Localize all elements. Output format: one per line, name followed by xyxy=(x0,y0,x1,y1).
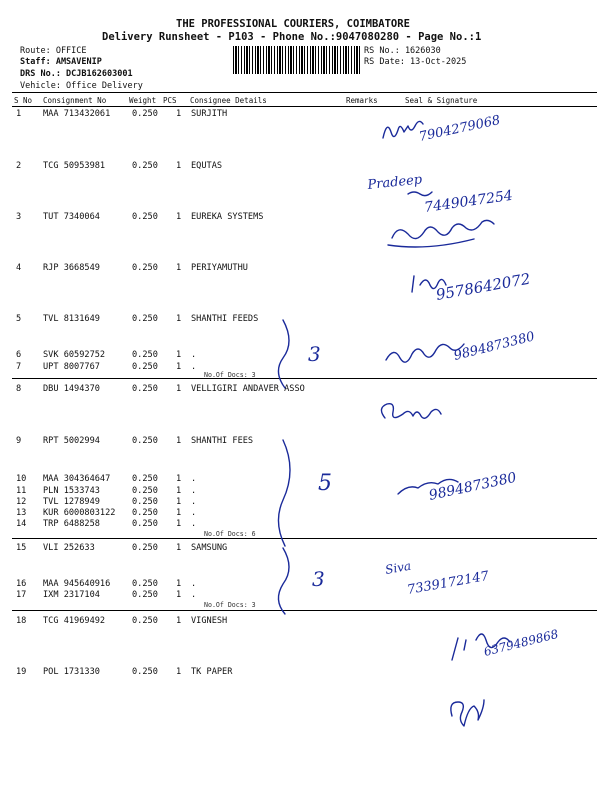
row-pcs: 1 xyxy=(176,109,182,119)
rs-date: RS Date: 13-Oct-2025 xyxy=(364,57,467,67)
row-weight: 0.250 xyxy=(132,109,158,119)
row-weight: 0.250 xyxy=(132,616,158,626)
row-consignee: SURJITH xyxy=(191,109,228,119)
row-sno: 19 xyxy=(16,667,27,677)
row-weight: 0.250 xyxy=(132,590,158,600)
row-pcs: 1 xyxy=(176,486,182,496)
row-consignee: VIGNESH xyxy=(191,616,228,626)
row-consignee: SAMSUNG xyxy=(191,543,228,553)
bracket-count-3b: 3 xyxy=(312,567,325,591)
row-weight: 0.250 xyxy=(132,212,158,222)
row-sno: 5 xyxy=(16,314,22,324)
route-label: Route: OFFICE xyxy=(20,46,87,56)
row-consignment: TCG 50953981 xyxy=(43,161,106,171)
row-pcs: 1 xyxy=(176,212,182,222)
row-sno: 18 xyxy=(16,616,27,626)
row-consignee: TK PAPER xyxy=(191,667,233,677)
row-consignment: SVK 60592752 xyxy=(43,350,106,360)
row-consignment: TUT 7340064 xyxy=(43,212,100,222)
row-weight: 0.250 xyxy=(132,263,158,273)
row-sno: 13 xyxy=(16,508,27,518)
row-consignment: TVL 8131649 xyxy=(43,314,100,324)
row-pcs: 1 xyxy=(176,590,182,600)
row-consignment: DBU 1494370 xyxy=(43,384,100,394)
row-pcs: 1 xyxy=(176,579,182,589)
bracket-rows-5-7 xyxy=(278,320,289,388)
row-sno: 9 xyxy=(16,436,22,446)
row-weight: 0.250 xyxy=(132,543,158,553)
row-consignee: . xyxy=(191,474,197,484)
rs-number: RS No.: 1626030 xyxy=(364,46,441,56)
row-consignee: . xyxy=(191,350,197,360)
phone-9: 9894873380 xyxy=(427,469,518,504)
row-consignee: EUREKA SYSTEMS xyxy=(191,212,264,222)
row-consignment: UPT 8007767 xyxy=(43,362,100,372)
signature-2 xyxy=(408,192,432,196)
col-seal-signature: Seal & Signature xyxy=(405,96,478,105)
row-sno: 3 xyxy=(16,212,22,222)
row-weight: 0.250 xyxy=(132,508,158,518)
row-consignment: VLI 252633 xyxy=(43,543,95,553)
row-weight: 0.250 xyxy=(132,314,158,324)
drs-number: DRS No.: DCJB162603001 xyxy=(20,69,133,79)
row-sno: 16 xyxy=(16,579,27,589)
row-consignee: SHANTHI FEEDS xyxy=(191,314,259,324)
row-pcs: 1 xyxy=(176,161,182,171)
row-consignee: . xyxy=(191,519,197,529)
phone-1: 7904279068 xyxy=(417,113,502,145)
bracket-rows-9-14 xyxy=(278,440,290,546)
row-weight: 0.250 xyxy=(132,474,158,484)
row-weight: 0.250 xyxy=(132,350,158,360)
signature-19 xyxy=(451,700,484,726)
row-sno: 6 xyxy=(16,350,22,360)
row-consignment: TRP 6488258 xyxy=(43,519,100,529)
runsheet-subtitle: Delivery Runsheet - P103 - Phone No.:9047080280 - Page No.:1 xyxy=(102,31,482,43)
row-sno: 14 xyxy=(16,519,27,529)
row-weight: 0.250 xyxy=(132,384,158,394)
row-pcs: 1 xyxy=(176,667,182,677)
phone-18: 6379489868 xyxy=(482,626,560,659)
col-consignment: Consignment No xyxy=(43,96,107,105)
row-consignment: RJP 3668549 xyxy=(43,263,100,273)
row-pcs: 1 xyxy=(176,362,182,372)
row-consignee: . xyxy=(191,497,197,507)
row-weight: 0.250 xyxy=(132,579,158,589)
row-sno: 4 xyxy=(16,263,22,273)
row-consignment: MAA 713432061 xyxy=(43,109,111,119)
docs-count: No.Of Docs: 3 xyxy=(204,601,256,609)
signature-3 xyxy=(388,220,494,247)
row-consignee: . xyxy=(191,486,197,496)
row-sno: 12 xyxy=(16,497,27,507)
row-pcs: 1 xyxy=(176,508,182,518)
bracket-count-5: 5 xyxy=(318,471,332,496)
row-pcs: 1 xyxy=(176,263,182,273)
row-sno: 7 xyxy=(16,362,22,372)
row-consignee: VELLIGIRI ANDAVER ASSO xyxy=(191,384,305,394)
row-pcs: 1 xyxy=(176,616,182,626)
row-consignment: IXM 2317104 xyxy=(43,590,100,600)
bracket-count-3a: 3 xyxy=(308,342,321,366)
row-sno: 11 xyxy=(16,486,27,496)
row-sno: 15 xyxy=(16,543,27,553)
company-title: THE PROFESSIONAL COURIERS, COIMBATORE xyxy=(176,18,410,30)
name-siva: Siva xyxy=(384,558,413,577)
vehicle-label: Vehicle: Office Delivery xyxy=(20,81,143,91)
phone-4: 9578642072 xyxy=(434,269,532,304)
signature-8 xyxy=(381,404,441,419)
docs-count: No.Of Docs: 6 xyxy=(204,530,256,538)
phone-2: 7449047254 xyxy=(423,187,514,216)
phone-15: 7339172147 xyxy=(406,568,491,598)
row-sno: 8 xyxy=(16,384,22,394)
docs-count: No.Of Docs: 3 xyxy=(204,371,256,379)
phone-5: 9894873380 xyxy=(452,329,537,364)
col-pcs: PCS xyxy=(163,96,177,105)
row-weight: 0.250 xyxy=(132,486,158,496)
row-pcs: 1 xyxy=(176,314,182,324)
row-pcs: 1 xyxy=(176,436,182,446)
row-consignment: POL 1731330 xyxy=(43,667,100,677)
row-consignee: PERIYAMUTHU xyxy=(191,263,248,273)
row-weight: 0.250 xyxy=(132,436,158,446)
row-sno: 1 xyxy=(16,109,22,119)
col-remarks: Remarks xyxy=(346,96,378,105)
col-sno: S No xyxy=(14,96,33,105)
row-consignment: PLN 1533743 xyxy=(43,486,100,496)
row-consignment: RPT 5002994 xyxy=(43,436,100,446)
bracket-rows-15-17 xyxy=(278,548,289,614)
row-consignee: . xyxy=(191,362,197,372)
row-weight: 0.250 xyxy=(132,667,158,677)
row-consignee: . xyxy=(191,508,197,518)
row-pcs: 1 xyxy=(176,497,182,507)
name-pradeep: Pradeep xyxy=(366,172,423,193)
row-pcs: 1 xyxy=(176,384,182,394)
row-consignment: TCG 41969492 xyxy=(43,616,106,626)
row-weight: 0.250 xyxy=(132,161,158,171)
row-consignment: MAA 945640916 xyxy=(43,579,111,589)
row-consignment: MAA 304364647 xyxy=(43,474,111,484)
row-sno: 10 xyxy=(16,474,27,484)
row-consignee: . xyxy=(191,579,197,589)
row-consignee: EQUTAS xyxy=(191,161,223,171)
row-pcs: 1 xyxy=(176,543,182,553)
row-pcs: 1 xyxy=(176,350,182,360)
col-weight: Weight xyxy=(129,96,157,105)
row-consignee: SHANTHI FEES xyxy=(191,436,254,446)
row-sno: 17 xyxy=(16,590,27,600)
staff-label: Staff: AMSAVENIP xyxy=(20,57,102,67)
row-sno: 2 xyxy=(16,161,22,171)
col-consignee: Consignee Details xyxy=(190,96,267,105)
row-weight: 0.250 xyxy=(132,362,158,372)
row-pcs: 1 xyxy=(176,519,182,529)
row-weight: 0.250 xyxy=(132,519,158,529)
row-consignment: TVL 1278949 xyxy=(43,497,100,507)
row-consignment: KUR 6000803122 xyxy=(43,508,116,518)
row-consignee: . xyxy=(191,590,197,600)
row-weight: 0.250 xyxy=(132,497,158,507)
row-pcs: 1 xyxy=(176,474,182,484)
